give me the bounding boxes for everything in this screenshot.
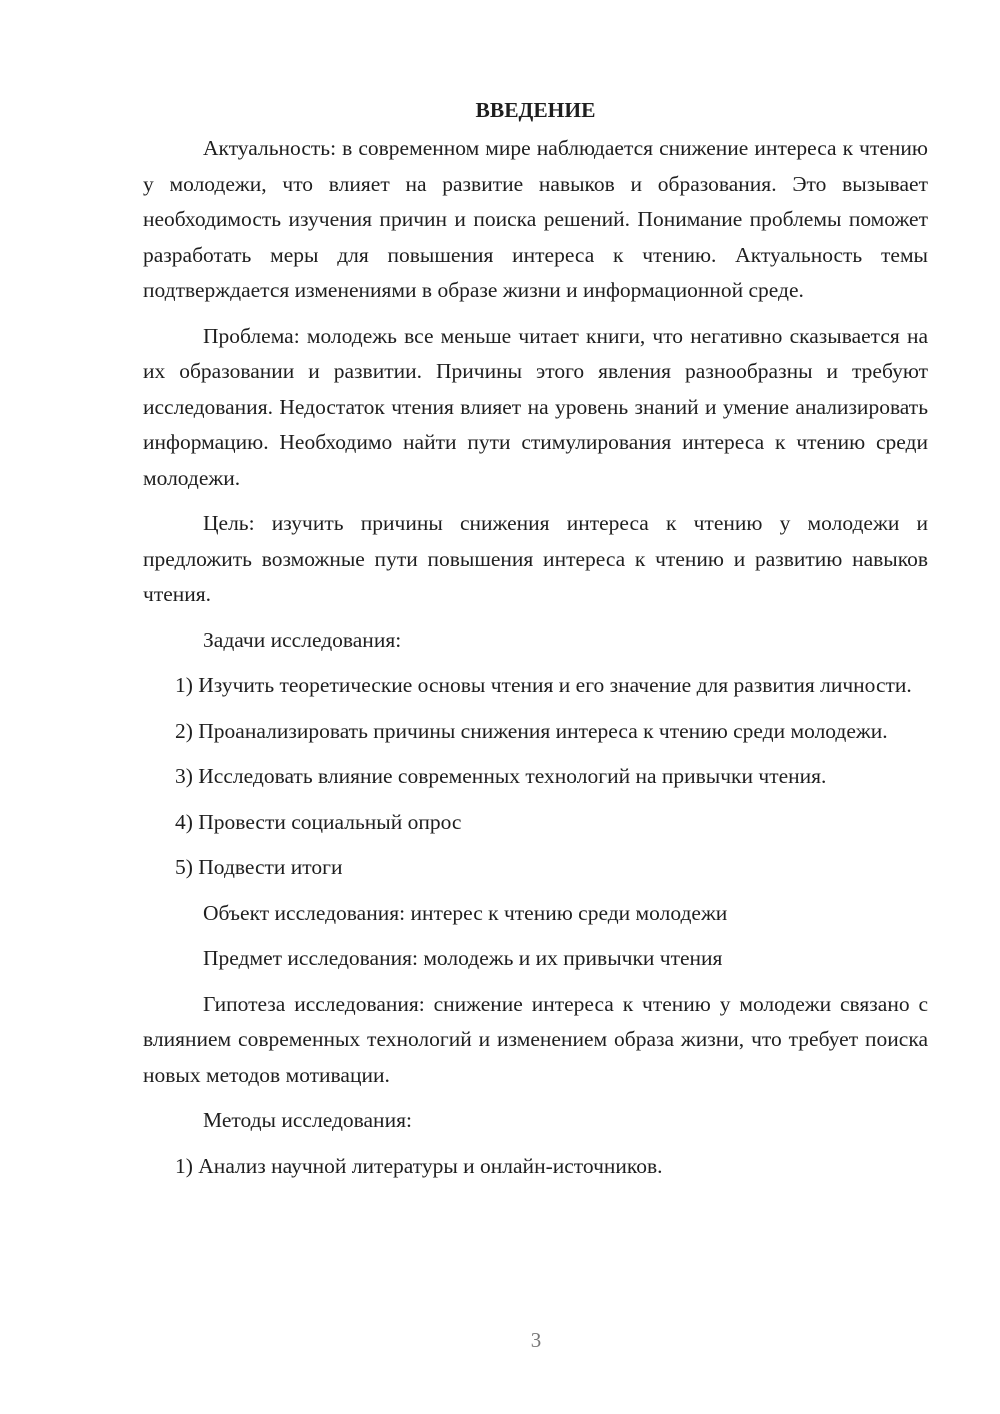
document-page — [143, 92, 928, 1194]
subject-line: Предмет исследования: молодежь и их привычки чтения — [203, 946, 723, 970]
method-item: 1) Анализ научной литературы и онлайн-источников. — [175, 1153, 663, 1178]
methods-heading: Методы исследования: — [203, 1108, 412, 1132]
task-item: 5) Подвести итоги — [175, 855, 343, 879]
document-title: ВВЕДЕНИЕ — [475, 98, 596, 122]
methods-list — [143, 1149, 928, 1185]
object-line: Объект исследования: интерес к чтению среди молодежи — [203, 900, 728, 925]
task-item: 4) Провести социальный опрос — [175, 809, 462, 834]
relevance-paragraph: Актуальность: в современном мире наблюдается снижение интереса к чтению у молодежи, что влияет на развитие навыков и образования. Это вызывает необходимость изучения причин и поиска решений. Понимание проблемы поможет разработать меры для повышения интереса к чтению. Актуальность темы подтверждается изменениями в образе жизни и информационной среде. — [143, 136, 928, 302]
task-item: 1) Изучить теоретические основы чтения и его значение для развития личности. — [175, 673, 912, 697]
goal-paragraph: Цель: изучить причины снижения интереса к чтению у молодежи и предложить возможные пути повышения интереса к чтению и развитию навыков чтения. — [143, 511, 928, 606]
task-item: 2) Проанализировать причины снижения интереса к чтению среди молодежи. — [175, 718, 888, 743]
task-item: 3) Исследовать влияние современных технологий на привычки чтения. — [175, 764, 827, 788]
hypothesis-paragraph: Гипотеза исследования: снижение интереса к чтению у молодежи связано с влиянием современных технологий и изменением образа жизни, что требует поиска новых методов мотивации. — [143, 991, 928, 1087]
problem-paragraph: Проблема: молодежь все меньше читает книги, что негативно сказывается на их образовании и развитии. Причины этого явления разнообразны и требуют исследования. Недостаток чтения влияет на уровень знаний и умение анализировать информацию. Необходимо найти пути стимулирования интереса к чтению среди молодежи. — [143, 323, 928, 490]
page-number: 3 — [530, 1328, 542, 1352]
tasks-list — [143, 668, 928, 886]
tasks-heading: Задачи исследования: — [203, 627, 402, 652]
